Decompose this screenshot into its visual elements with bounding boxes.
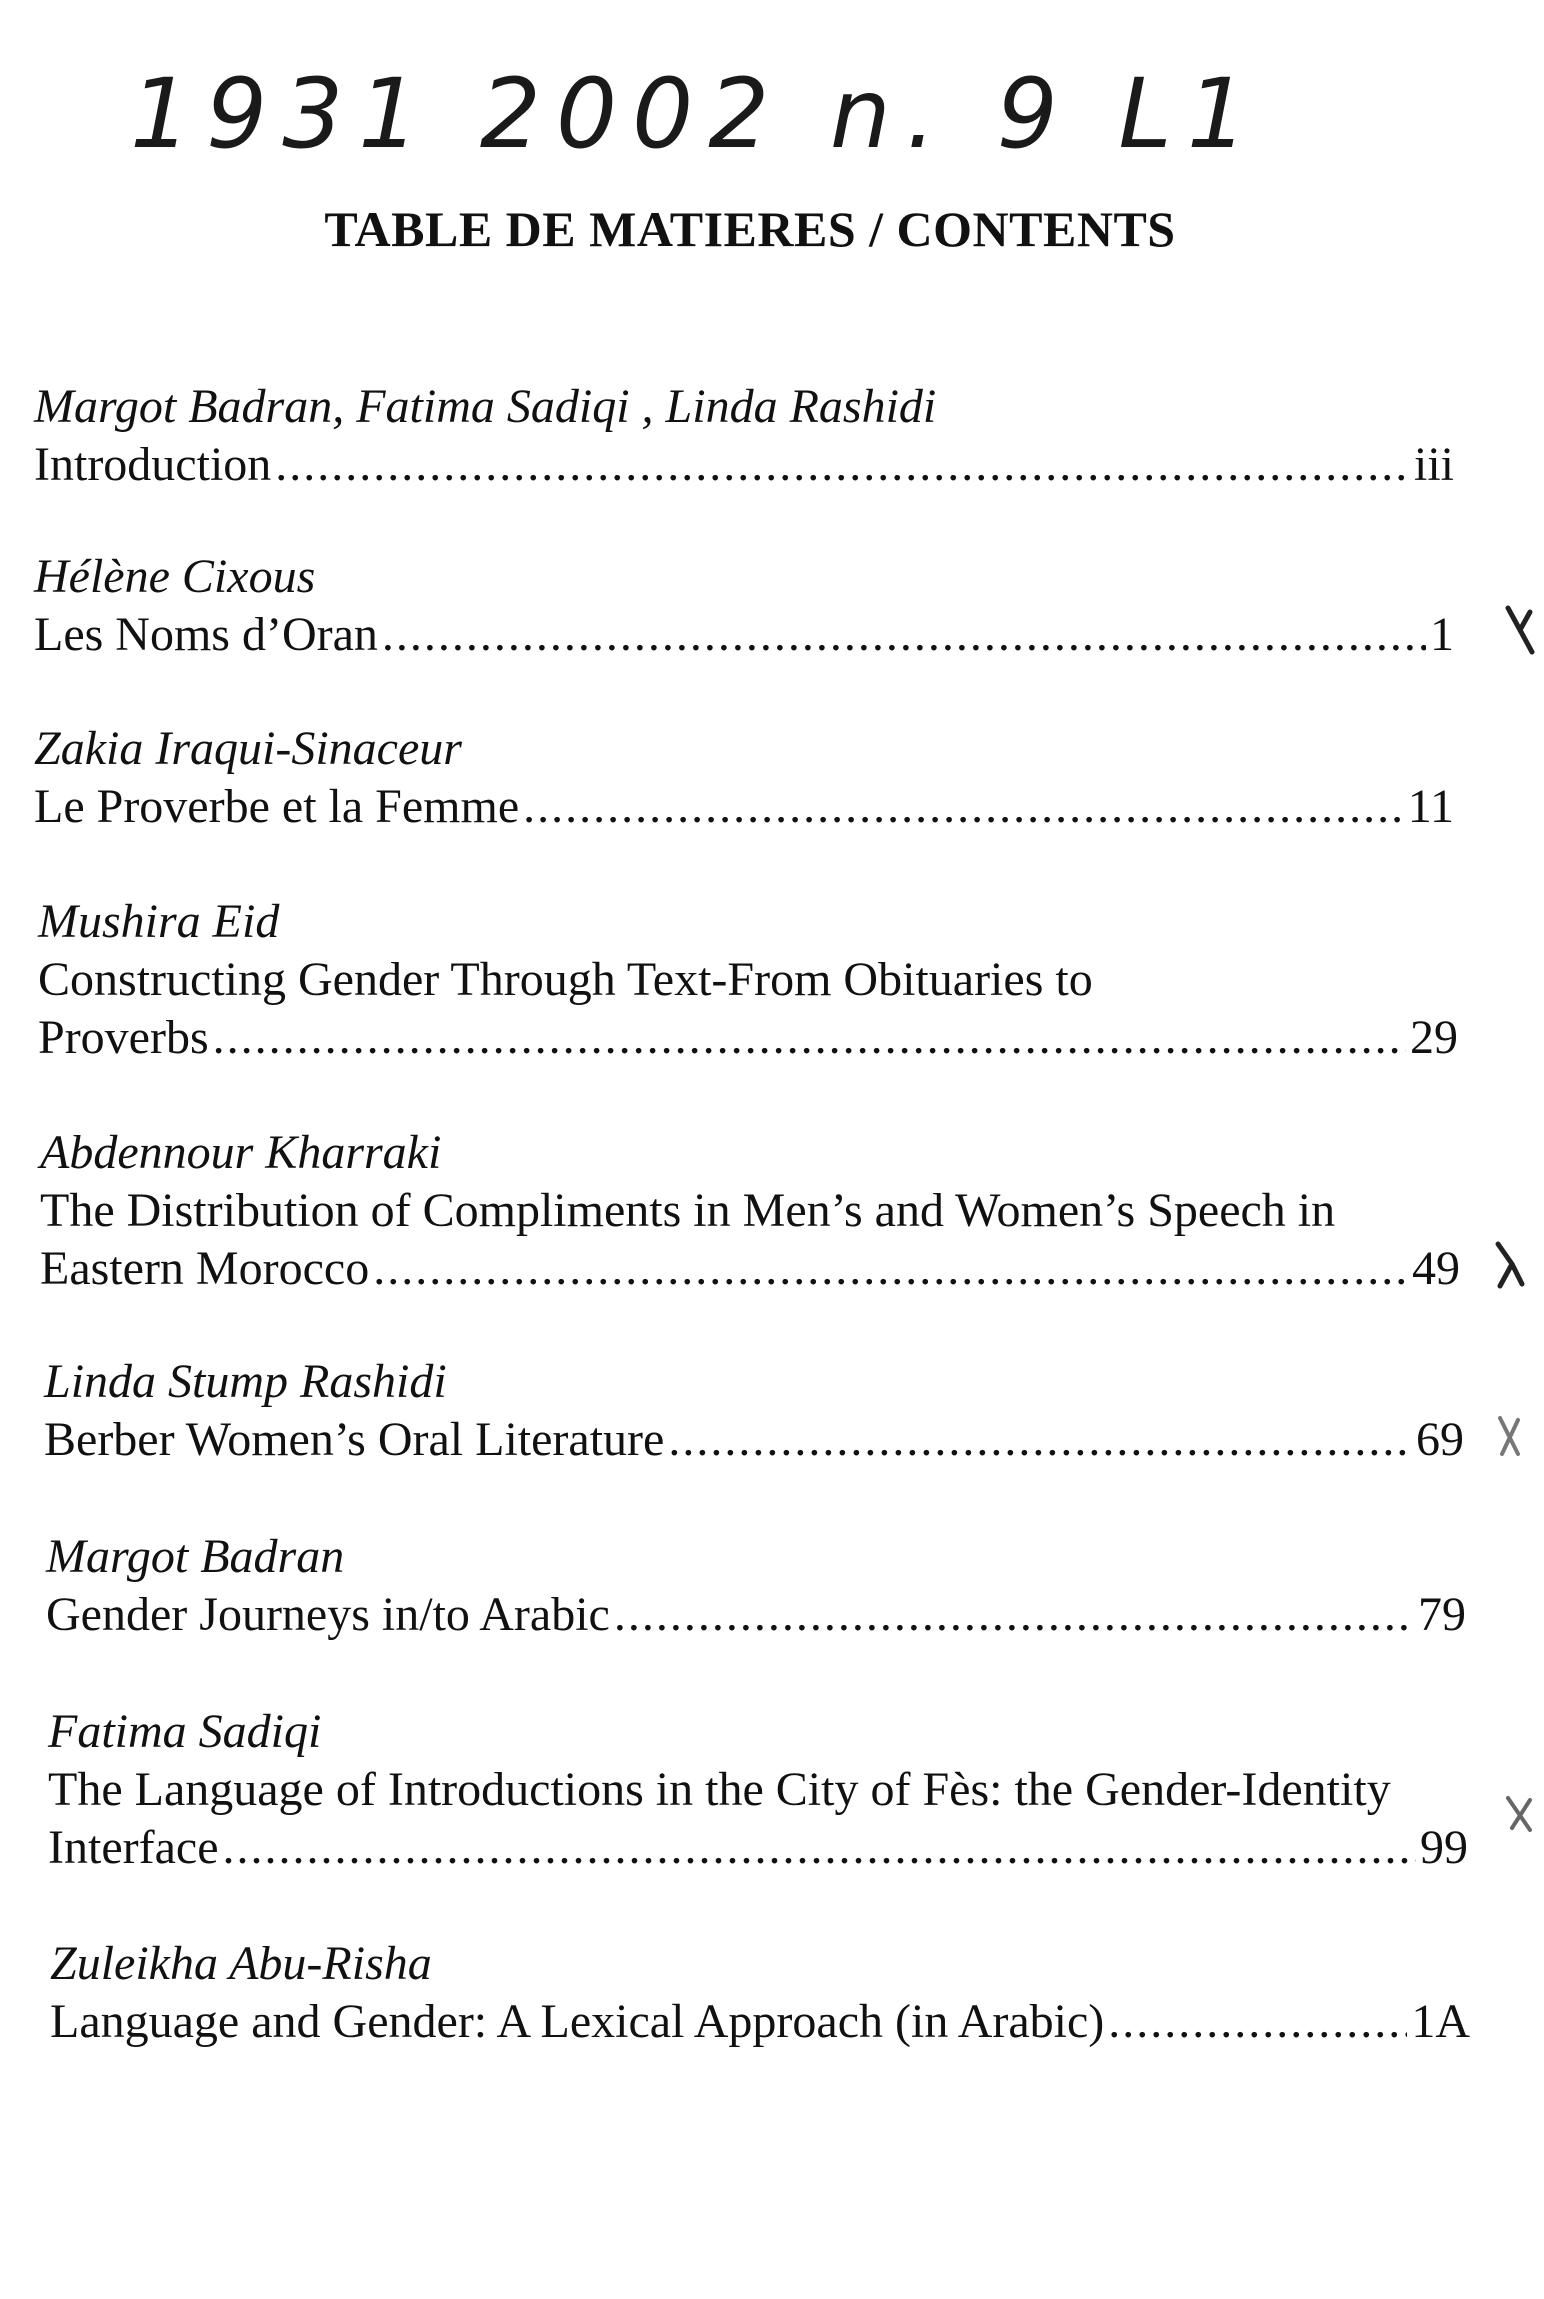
- handwritten-note: [130, 55, 1280, 175]
- toc-line: [40, 1240, 1460, 1298]
- page-number: 99: [1420, 1821, 1468, 1874]
- page-title: TABLE DE MATIERES / CONTENTS: [324, 201, 1176, 257]
- toc-line: [34, 606, 1454, 664]
- entry-title: Les Noms d’Oran: [34, 608, 378, 661]
- entry-author: Fatima Sadiqi: [48, 1705, 322, 1758]
- entry-title: Le Proverbe et la Femme: [34, 780, 520, 833]
- margin-x-mark-icon: [1490, 1236, 1530, 1292]
- entry-author: Margot Badran, Fatima Sadiqi , Linda Rashidi: [34, 380, 937, 433]
- entry-title: Eastern Morocco: [40, 1242, 370, 1295]
- entry-title: Gender Journeys in/to Arabic: [46, 1588, 610, 1641]
- page-number: 79: [1418, 1588, 1466, 1641]
- toc-entry: [48, 1703, 1468, 1877]
- entry-title: Introduction: [34, 438, 272, 491]
- entry-title: Proverbs: [38, 1011, 209, 1064]
- toc-entry: [40, 1124, 1460, 1298]
- entry-author: Linda Stump Rashidi: [44, 1355, 447, 1408]
- entry-title-line: The Language of Introductions in the City of Fès: the Gender-Identity: [48, 1763, 1391, 1816]
- toc-entry: [34, 378, 1454, 494]
- page-number: 11: [1407, 780, 1454, 833]
- toc-line: [44, 1411, 1464, 1469]
- toc-line: [46, 1586, 1466, 1644]
- dot-leader: [223, 1819, 1416, 1877]
- toc-entry: [34, 720, 1454, 836]
- dot-leader: [382, 606, 1426, 664]
- margin-x-mark-icon: [1490, 1408, 1530, 1464]
- dot-leader: [213, 1009, 1406, 1067]
- toc-line: [50, 1993, 1470, 2051]
- page-number: iii: [1413, 438, 1454, 491]
- entry-author: Mushira Eid: [38, 895, 280, 948]
- dot-leader: [523, 778, 1404, 836]
- entry-title-line: Constructing Gender Through Text-From Obituaries to: [38, 953, 1093, 1006]
- page-number: 29: [1410, 1011, 1458, 1064]
- toc-entry: [50, 1935, 1470, 2051]
- toc-entry: [34, 548, 1454, 664]
- entry-title-line: The Distribution of Compliments in Men’s and Women’s Speech in: [40, 1184, 1336, 1237]
- dot-leader: [668, 1411, 1412, 1469]
- entry-author: Abdennour Kharraki: [40, 1126, 442, 1179]
- page-number: 1A: [1411, 1995, 1470, 2048]
- page-number: 1: [1430, 608, 1454, 661]
- page-number: 49: [1412, 1242, 1460, 1295]
- dot-leader: [373, 1240, 1408, 1298]
- entry-author: Hélène Cixous: [34, 550, 316, 603]
- page-number: 69: [1416, 1413, 1464, 1466]
- handwritten-note-text: 1931 2002 n. 9 L1: [130, 58, 1250, 170]
- entry-title: Interface: [48, 1821, 219, 1874]
- margin-x-mark-icon: [1500, 602, 1540, 658]
- toc-line: [34, 436, 1454, 494]
- toc-line: [48, 1819, 1468, 1877]
- entry-author: Zuleikha Abu-Risha: [50, 1937, 432, 1990]
- entry-title: Berber Women’s Oral Literature: [44, 1413, 665, 1466]
- entry-title: Language and Gender: A Lexical Approach (in Arabic): [50, 1995, 1105, 2048]
- dot-leader: [275, 436, 1410, 494]
- entry-author: Margot Badran: [46, 1530, 345, 1583]
- toc-entry: [38, 893, 1458, 1067]
- handwritten-note-drawing: [130, 55, 1280, 175]
- toc-line: [34, 778, 1454, 836]
- toc-entry: [44, 1353, 1464, 1469]
- toc-line: [38, 1009, 1458, 1067]
- dot-leader: [614, 1586, 1414, 1644]
- margin-x-mark-icon: [1500, 1786, 1540, 1842]
- entry-author: Zakia Iraqui-Sinaceur: [34, 722, 462, 775]
- dot-leader: [1108, 1993, 1407, 2051]
- toc-entry: [46, 1528, 1466, 1644]
